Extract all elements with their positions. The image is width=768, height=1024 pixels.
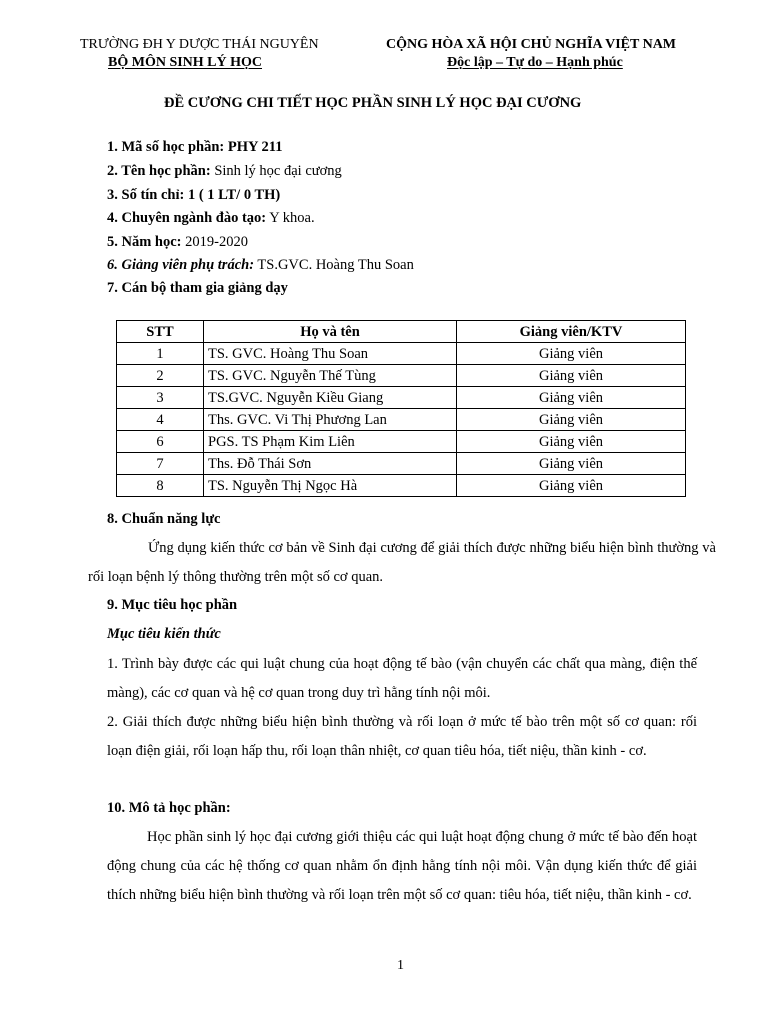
table-row bbox=[117, 365, 686, 387]
table-header-row bbox=[117, 321, 686, 343]
teaching-staff-table bbox=[116, 320, 686, 497]
table-row bbox=[117, 453, 686, 475]
item-value: Sinh lý học đại cương bbox=[210, 163, 342, 179]
item-course-name bbox=[107, 163, 342, 180]
item-value: 2019-2020 bbox=[181, 234, 248, 250]
section-9-subheading: Mục tiêu kiến thức bbox=[107, 626, 221, 642]
table-row bbox=[117, 475, 686, 497]
department-name bbox=[108, 55, 262, 71]
school-name: TRƯỜNG ĐH Y DƯỢC THÁI NGUYÊN bbox=[80, 37, 319, 52]
cell-stt: 7 bbox=[117, 453, 204, 475]
cell-stt: 3 bbox=[117, 387, 204, 409]
section-10-text: Học phần sinh lý học đại cương giới thiệu các qui luật hoạt động chung ở mức tế bào đến hoạt động chung của các hệ thống cơ quan nhằm ổn định hằng tính nội môi. Vận dụng kiến thức để giải thích những biểu hiện bình thường và rối loạn trên một số cơ quan: tiêu hóa, tiết niệu, thần kinh - cơ. bbox=[107, 829, 697, 903]
item-label: 1. Mã số học phần: PHY 211 bbox=[107, 139, 283, 155]
department-name-text: BỘ MÔN SINH LÝ HỌC bbox=[108, 55, 263, 70]
item-label: 6. Giảng viên phụ trách: bbox=[107, 257, 255, 273]
national-motto bbox=[447, 55, 623, 71]
cell-role: Giảng viên bbox=[457, 343, 686, 365]
cell-stt: 6 bbox=[117, 431, 204, 453]
section-9-point-1: 1. Trình bày được các qui luật chung của hoạt động tế bào (vận chuyển các chất qua màng, điện thế màng), các cơ quan và hệ cơ quan trong duy trì hằng tính nội môi. bbox=[107, 656, 697, 701]
table-row bbox=[117, 431, 686, 453]
cell-role: Giảng viên bbox=[457, 475, 686, 497]
cell-stt: 8 bbox=[117, 475, 204, 497]
cell-role: Giảng viên bbox=[457, 453, 686, 475]
national-motto-text: Độc lập – Tự do – Hạnh phúc bbox=[447, 55, 623, 70]
cell-stt: 2 bbox=[117, 365, 204, 387]
item-credits bbox=[107, 187, 280, 204]
cell-name: TS. Nguyễn Thị Ngọc Hà bbox=[204, 475, 457, 497]
section-8-heading: 8. Chuẩn năng lực bbox=[107, 511, 221, 527]
cell-stt: 1 bbox=[117, 343, 204, 365]
cell-stt: 4 bbox=[117, 409, 204, 431]
item-major bbox=[107, 210, 315, 227]
item-label: 5. Năm học: bbox=[107, 234, 182, 250]
item-label: 3. Số tín chỉ: 1 ( 1 LT/ 0 TH) bbox=[107, 187, 281, 203]
cell-name: Ths. GVC. Vi Thị Phương Lan bbox=[204, 409, 457, 431]
column-header-role: Giảng viên/KTV bbox=[457, 321, 686, 343]
item-school-year bbox=[107, 234, 248, 251]
item-teaching-staff bbox=[107, 280, 288, 297]
item-course-code bbox=[107, 139, 283, 156]
table-row bbox=[117, 343, 686, 365]
column-header-name: Họ và tên bbox=[204, 321, 457, 343]
cell-role: Giảng viên bbox=[457, 387, 686, 409]
cell-role: Giảng viên bbox=[457, 431, 686, 453]
cell-role: Giảng viên bbox=[457, 409, 686, 431]
section-9-point-2: 2. Giải thích được những biểu hiện bình thường và rối loạn ở mức tế bào trên một số cơ quan: rối loạn điện giải, rối loạn hấp thu, rối loạn thân nhiệt, cơ quan tiêu hóa, tiết niệu, thần kinh - cơ. bbox=[107, 714, 697, 759]
item-value: TS.GVC. Hoàng Thu Soan bbox=[254, 257, 414, 273]
cell-name: TS.GVC. Nguyễn Kiều Giang bbox=[204, 387, 457, 409]
table-row bbox=[117, 387, 686, 409]
item-label: 4. Chuyên ngành đào tạo: bbox=[107, 210, 267, 226]
section-9-heading: 9. Mục tiêu học phần bbox=[107, 597, 238, 613]
table-row bbox=[117, 409, 686, 431]
cell-role: Giảng viên bbox=[457, 365, 686, 387]
page-number: 1 bbox=[397, 958, 404, 973]
page-title: ĐỀ CƯƠNG CHI TIẾT HỌC PHẦN SINH LÝ HỌC ĐẠI CƯƠNG bbox=[164, 95, 582, 111]
section-8-text: Ứng dụng kiến thức cơ bản về Sinh đại cương để giải thích được những biểu hiện bình thường và rối loạn bệnh lý thông thường trên một số cơ quan. bbox=[88, 540, 716, 585]
cell-name: TS. GVC. Nguyễn Thế Tùng bbox=[204, 365, 457, 387]
item-label: 7. Cán bộ tham gia giảng dạy bbox=[107, 280, 288, 296]
section-10-heading: 10. Mô tả học phần: bbox=[107, 800, 231, 816]
cell-name: PGS. TS Phạm Kim Liên bbox=[204, 431, 457, 453]
item-value: Y khoa. bbox=[266, 210, 315, 226]
item-lecturer-in-charge bbox=[107, 257, 414, 274]
cell-name: Ths. Đỗ Thái Sơn bbox=[204, 453, 457, 475]
column-header-stt: STT bbox=[117, 321, 204, 343]
item-label: 2. Tên học phần: bbox=[107, 163, 211, 179]
cell-name: TS. GVC. Hoàng Thu Soan bbox=[204, 343, 457, 365]
national-title: CỘNG HÒA XÃ HỘI CHỦ NGHĨA VIỆT NAM bbox=[386, 37, 677, 52]
